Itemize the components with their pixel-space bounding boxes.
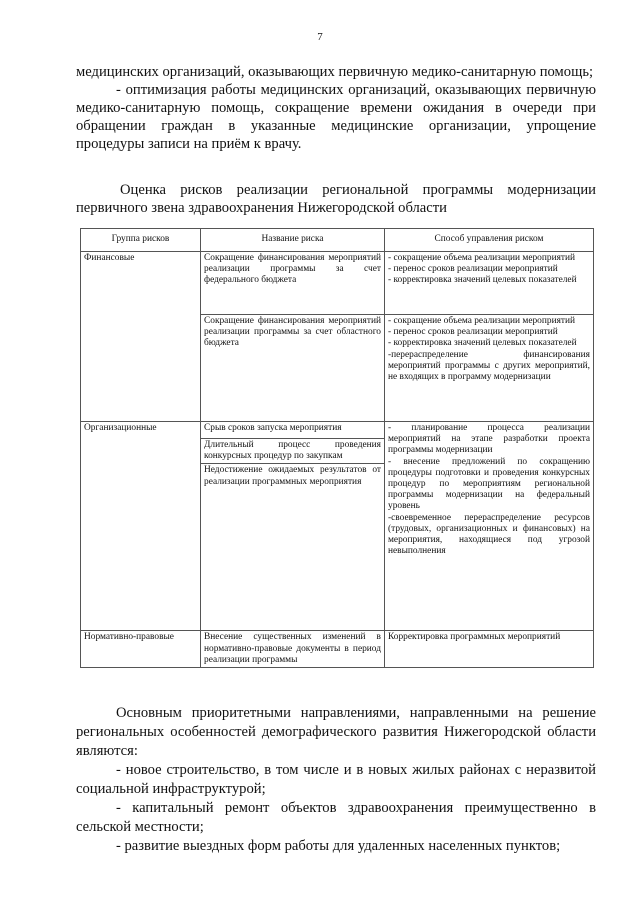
directions-paragraph: Основным приоритетными направлениями, направленными на решение региональных особенностей демографического развития Нижегородской области являются: (76, 705, 596, 759)
table-row (81, 631, 594, 668)
risk-federal-budget: Сокращение финансирования мероприятий реализации программы за счет федерального бюджета (201, 252, 385, 315)
header-risk-group: Группа рисков (81, 229, 201, 252)
directions-text (76, 704, 596, 856)
table-title: Оценка рисков реализации региональной программы модернизации первичного звена здравоохранения Нижегородской области (76, 182, 596, 216)
header-risk-name: Название риска (201, 229, 385, 252)
mgmt-line: - сокращение объема реализации мероприятий (388, 316, 576, 326)
group-legal: Нормативно-правовые (81, 631, 201, 668)
intro-text (76, 63, 596, 153)
intro-paragraph-2: - оптимизация работы медицинских организаций, оказывающих первичную медико-санитарную помощь, сокращение времени ожидания в очереди при обращении граждан в указанные медицинские организации, упрощение процедуры записи на приём к врачу. (76, 82, 596, 152)
risk-launch-delay: Срыв сроков запуска мероприятия (201, 422, 385, 439)
mgmt-line: - планирование процесса реализации мероприятий на этапе разработки проекта программы модернизации (388, 423, 590, 456)
mgmt-line: -перераспределение финансирования мероприятий программы с других мероприятий, не входящих в программу модернизации (388, 349, 590, 383)
mgmt-regional-budget (385, 315, 594, 422)
risk-procurement-delay: Длительный процесс проведения конкурсных процедур по закупкам (201, 439, 385, 464)
mgmt-line: - корректировка значений целевых показателей (388, 275, 577, 286)
risk-regional-budget: Сокращение финансирования мероприятий реализации программы за счет областного бюджета (201, 315, 385, 422)
intro-paragraph-1: медицинских организаций, оказывающих первичную медико-санитарную помощь; (76, 64, 594, 80)
mgmt-line: - внесение предложений по сокращению процедуры подготовки и проведения конкурсных процедур по мероприятиям региональной программы модернизации на федеральный уровень (388, 456, 590, 512)
table-header-row (81, 229, 594, 252)
risk-legal-changes: Внесение существенных изменений в нормативно-правовые документы в период реализации программы (201, 631, 385, 668)
mgmt-line: - перенос сроков реализации мероприятий (388, 327, 558, 338)
risk-results-failure: Недостижение ожидаемых результатов от реализации программных мероприятия (201, 464, 385, 631)
table-row (81, 422, 594, 439)
mgmt-line: - корректировка значений целевых показателей (388, 338, 577, 349)
page-number: 7 (317, 31, 323, 43)
mgmt-line: - сокращение объема реализации мероприятий (388, 253, 576, 263)
directions-item-2: - капитальный ремонт объектов здравоохранения преимущественно в сельской местности; (76, 800, 596, 835)
mgmt-federal-budget (385, 252, 594, 315)
group-organizational: Организационные (81, 422, 201, 631)
mgmt-line: - перенос сроков реализации мероприятий (388, 264, 558, 275)
mgmt-line: -своевременное перераспределение ресурсов (трудовых, организационных и финансовых) на мероприятия, находящиеся под угрозой невыполнения (388, 512, 590, 557)
directions-item-3: - развитие выездных форм работы для удаленных населенных пунктов; (116, 838, 561, 854)
risk-table (80, 228, 594, 668)
mgmt-legal: Корректировка программных мероприятий (385, 631, 594, 668)
directions-item-1: - новое строительство, в том числе и в новых жилых районах с неразвитой социальной инфраструктурой; (76, 762, 596, 797)
group-financial: Финансовые (81, 252, 201, 422)
header-risk-management: Способ управления риском (385, 229, 594, 252)
mgmt-organizational (385, 422, 594, 631)
table-row (81, 252, 594, 315)
